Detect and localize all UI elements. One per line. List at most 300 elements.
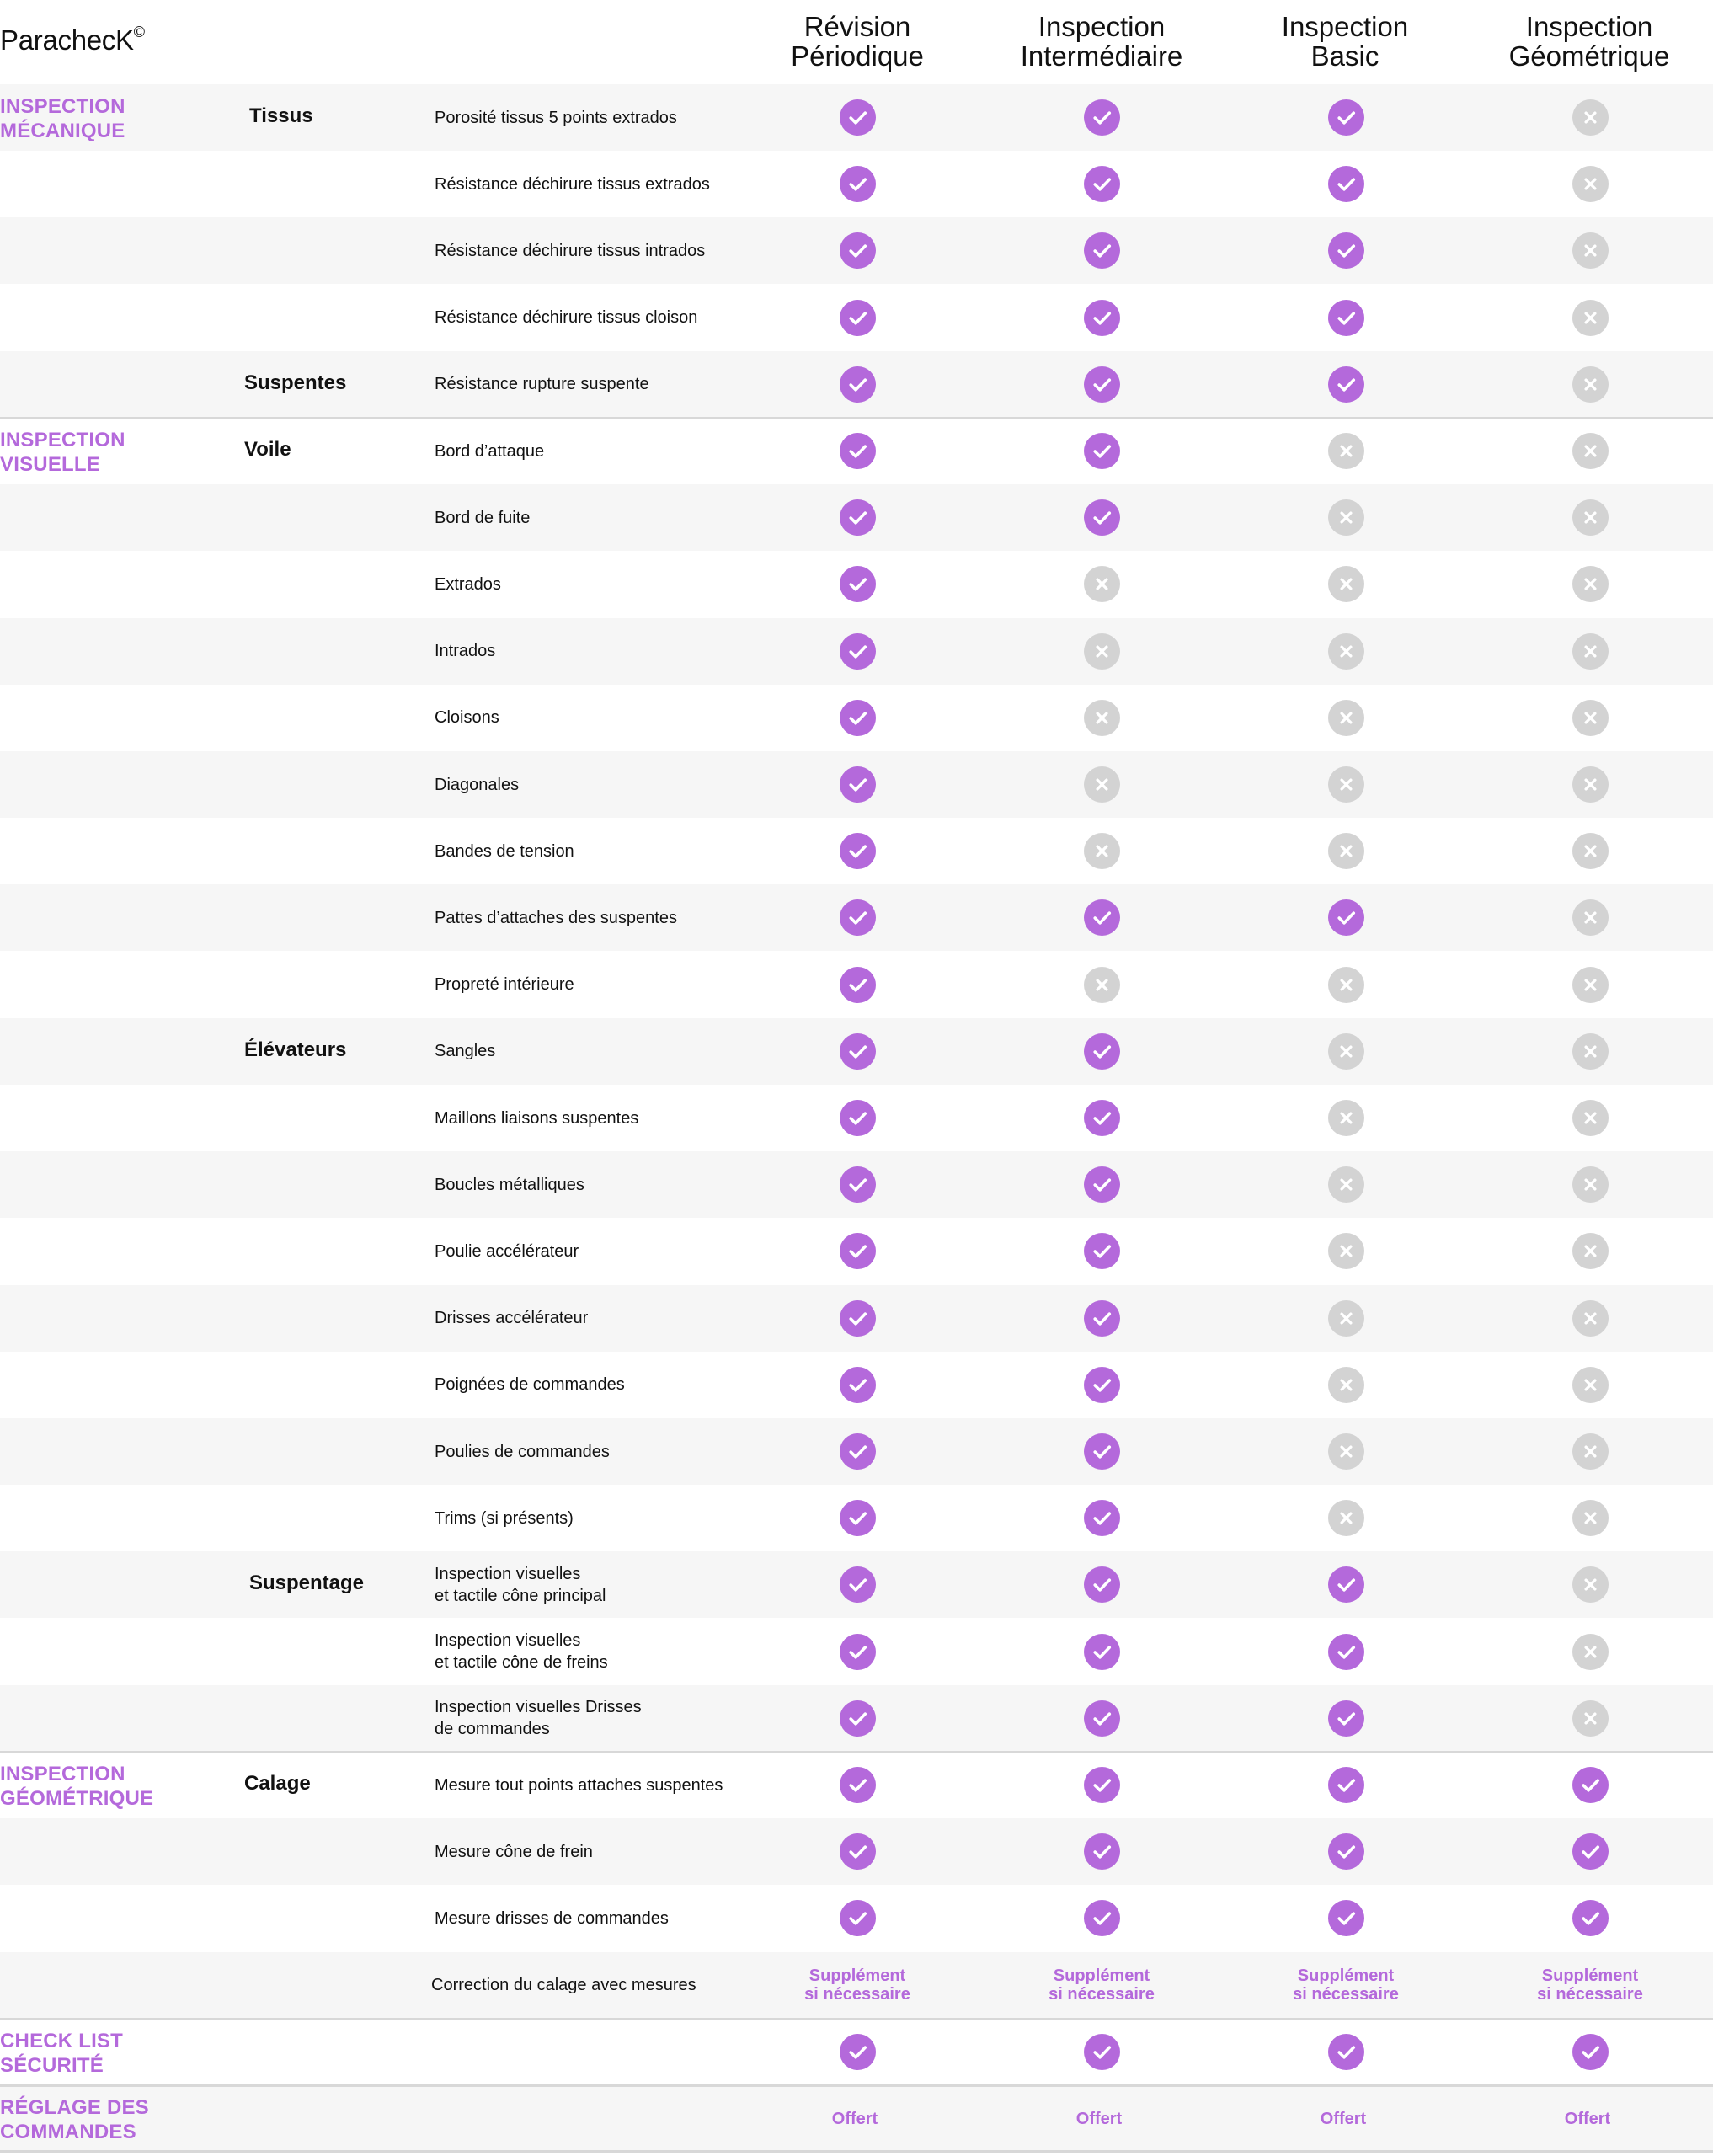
group-label: Tissus (249, 104, 313, 127)
table-cell (1224, 2085, 1468, 2152)
item-label-line: Résistance déchirure tissus cloison (435, 308, 698, 328)
item-label-line: Correction du calage avec mesures (431, 1976, 696, 1995)
table-cell (1468, 2085, 1712, 2152)
check-circle-icon (1328, 300, 1364, 336)
group-label: Calage (244, 1772, 311, 1795)
item-label-line: Propreté intérieure (435, 975, 574, 995)
item-label-line: Résistance déchirure tissus extrados (435, 174, 710, 194)
x-circle-icon (1328, 1233, 1364, 1269)
table-row (0, 1551, 1713, 1618)
check-circle-icon (1328, 1700, 1364, 1737)
table-cell (735, 551, 979, 617)
table-cell (1224, 285, 1468, 351)
check-circle-icon (840, 433, 876, 469)
table-row (0, 418, 1713, 484)
table-cell (979, 1018, 1224, 1085)
table-cell (735, 1885, 979, 1951)
table-cell (1224, 1218, 1468, 1284)
item-label-line: Maillons liaisons suspentes (435, 1108, 639, 1128)
x-circle-icon (1572, 1367, 1609, 1403)
table-cell (1468, 1752, 1712, 1818)
table-cell (1224, 1752, 1468, 1818)
table-cell (735, 1151, 979, 1218)
section-label (0, 2029, 168, 2078)
table-cell (979, 685, 1224, 751)
table-cell (1224, 1352, 1468, 1418)
check-circle-icon (840, 2034, 876, 2070)
table-cell (735, 484, 979, 551)
check-circle-icon (840, 99, 876, 136)
table-cell (1224, 1885, 1468, 1951)
x-circle-icon (1572, 1634, 1609, 1670)
x-circle-icon (1328, 1367, 1364, 1403)
table-row (0, 1885, 1713, 1951)
table-cell (1224, 151, 1468, 217)
item-label-line: Résistance déchirure tissus intrados (435, 241, 706, 260)
item-label-line: Mesure tout points attaches suspentes (435, 1775, 723, 1795)
x-circle-icon (1084, 566, 1120, 602)
check-circle-icon (1084, 1367, 1120, 1403)
check-circle-icon (1084, 1033, 1120, 1070)
check-circle-icon (1328, 899, 1364, 936)
cell-note-line: Offert (1075, 2109, 1123, 2128)
table-cell (1224, 84, 1468, 151)
table-cell (1468, 418, 1712, 484)
table-cell (1468, 484, 1712, 551)
x-circle-icon (1328, 499, 1364, 536)
section-label-line: INSPECTION (0, 95, 125, 118)
table-cell (1468, 751, 1712, 818)
table-row (0, 484, 1713, 551)
check-circle-icon (840, 967, 876, 1003)
item-label-line: Sangles (435, 1042, 496, 1061)
table-cell (1468, 84, 1712, 151)
check-circle-icon (1328, 2034, 1364, 2070)
item-label-line: Mesure cône de frein (435, 1842, 593, 1861)
table-cell (735, 351, 979, 418)
item-label-line: Poignées de commandes (435, 1375, 625, 1395)
x-circle-icon (1572, 967, 1609, 1003)
table-cell (735, 1085, 979, 1151)
table-cell (1468, 1285, 1712, 1352)
table-cell (1224, 2019, 1468, 2085)
group-label: Voile (244, 438, 291, 461)
table-cell (735, 751, 979, 818)
table-cell (735, 217, 979, 284)
column-header-revision-periodique: Révision Périodique (791, 11, 924, 72)
table-cell (1224, 1952, 1468, 2019)
table-cell (1224, 1485, 1468, 1551)
check-circle-icon (1084, 166, 1120, 202)
x-circle-icon (1572, 833, 1609, 869)
x-circle-icon (1572, 1166, 1609, 1203)
table-cell (979, 1151, 1224, 1218)
check-circle-icon (1328, 1767, 1364, 1803)
item-label-line: Cloisons (435, 708, 499, 728)
table-cell (1468, 1218, 1712, 1284)
table-cell (735, 1685, 979, 1752)
table-cell (1224, 1818, 1468, 1885)
table-cell (1468, 351, 1712, 418)
x-circle-icon (1328, 633, 1364, 670)
x-circle-icon (1328, 566, 1364, 602)
item-label-line: Porosité tissus 5 points extrados (435, 108, 677, 127)
check-circle-icon (1084, 300, 1120, 336)
section-label-line: VISUELLE (0, 453, 100, 476)
item-label-line: Poulie accélérateur (435, 1241, 579, 1261)
cell-note-line: Supplément (1297, 1967, 1395, 1986)
table-cell (979, 217, 1224, 284)
item-label-line: et tactile cône de freins (435, 1653, 608, 1673)
group-label: Suspentage (249, 1572, 365, 1595)
table-row (0, 217, 1713, 284)
table-cell (979, 1551, 1224, 1618)
table-row (0, 1085, 1713, 1151)
table-row (0, 84, 1713, 151)
x-circle-icon (1328, 433, 1364, 469)
check-circle-icon (840, 1300, 876, 1337)
column-header-inspection-intermediaire: Inspection Intermédiaire (1020, 11, 1183, 72)
table-header (0, 0, 1713, 84)
table-cell (735, 818, 979, 884)
table-cell (1468, 217, 1712, 284)
cell-note (1049, 1967, 1155, 2004)
check-circle-icon (1084, 499, 1120, 536)
table-cell (979, 285, 1224, 351)
table-cell (735, 618, 979, 685)
x-circle-icon (1572, 899, 1609, 936)
x-circle-icon (1572, 1700, 1609, 1737)
x-circle-icon (1328, 1166, 1364, 1203)
table-cell (979, 351, 1224, 418)
table-row (0, 952, 1713, 1018)
check-circle-icon (840, 1767, 876, 1803)
cell-note (832, 2110, 878, 2128)
x-circle-icon (1328, 1300, 1364, 1337)
check-circle-icon (840, 833, 876, 869)
table-cell (1468, 151, 1712, 217)
check-circle-icon (1084, 1833, 1120, 1870)
table-cell (979, 1285, 1224, 1352)
table-cell (1468, 1818, 1712, 1885)
table-cell (735, 1619, 979, 1685)
table-cell (979, 1818, 1224, 1885)
table-cell (979, 952, 1224, 1018)
check-circle-icon (840, 633, 876, 670)
table-cell (1468, 1352, 1712, 1418)
table-cell (1468, 685, 1712, 751)
check-circle-icon (840, 1634, 876, 1670)
table-row (0, 1151, 1713, 1218)
check-circle-icon (840, 1433, 876, 1470)
table-cell (735, 1752, 979, 1818)
table-cell (1224, 1085, 1468, 1151)
table-row (0, 2019, 1713, 2085)
item-label-line: Trims (si présents) (435, 1508, 574, 1528)
item-label (431, 1952, 785, 2019)
check-circle-icon (1572, 1900, 1609, 1936)
table-cell (1224, 818, 1468, 884)
x-circle-icon (1572, 232, 1609, 269)
table-cell (1468, 285, 1712, 351)
table-row (0, 285, 1713, 351)
table-cell (1468, 1485, 1712, 1551)
table-row (0, 1285, 1713, 1352)
cell-note-line: Supplément (808, 1967, 906, 1986)
table-cell (735, 285, 979, 351)
table-row (0, 818, 1713, 884)
item-label-line: Bord d’attaque (435, 441, 545, 461)
table-cell (1224, 351, 1468, 418)
table-cell (1224, 1418, 1468, 1485)
item-label-line: de commandes (435, 1720, 550, 1739)
table-cell (1224, 1285, 1468, 1352)
table-cell (1468, 1151, 1712, 1218)
section-label-line: RÉGLAGE DES (0, 2096, 149, 2119)
check-circle-icon (1084, 1700, 1120, 1737)
section-label-line: COMMANDES (0, 2121, 136, 2143)
table-cell (979, 1085, 1224, 1151)
table-cell (979, 1885, 1224, 1951)
table-cell (1224, 217, 1468, 284)
section-label-line: INSPECTION (0, 1763, 125, 1785)
table-cell (1468, 1551, 1712, 1618)
table-row (0, 1619, 1713, 1685)
item-label-line: Drisses accélérateur (435, 1309, 589, 1328)
item-label-line: Inspection visuelles Drisses (435, 1698, 642, 1717)
x-circle-icon (1328, 833, 1364, 869)
check-circle-icon (1328, 99, 1364, 136)
table-row (0, 1218, 1713, 1284)
x-circle-icon (1328, 766, 1364, 803)
table-cell (979, 1685, 1224, 1752)
cell-note-line: si nécessaire (1293, 1985, 1399, 2004)
table-cell (979, 2085, 1224, 2152)
x-circle-icon (1328, 1433, 1364, 1470)
section-label (0, 1762, 168, 1811)
check-circle-icon (840, 166, 876, 202)
table-cell (735, 151, 979, 217)
table-cell (1224, 952, 1468, 1018)
x-circle-icon (1572, 499, 1609, 536)
table-cell (735, 84, 979, 151)
check-circle-icon (1084, 899, 1120, 936)
section-label-line: MÉCANIQUE (0, 120, 125, 142)
table-cell (979, 1619, 1224, 1685)
item-label-line: Bandes de tension (435, 841, 574, 861)
table-cell (1468, 952, 1712, 1018)
check-circle-icon (1328, 1566, 1364, 1603)
table-cell (1224, 418, 1468, 484)
check-circle-icon (840, 232, 876, 269)
group-label: Suspentes (244, 371, 347, 394)
x-circle-icon (1084, 833, 1120, 869)
check-circle-icon (840, 766, 876, 803)
check-circle-icon (1084, 1634, 1120, 1670)
table-row (0, 551, 1713, 617)
x-circle-icon (1328, 1100, 1364, 1136)
table-cell (979, 618, 1224, 685)
item-label-line: Inspection visuelles (435, 1564, 581, 1583)
table-cell (1224, 1685, 1468, 1752)
check-circle-icon (840, 566, 876, 602)
x-circle-icon (1328, 1500, 1364, 1536)
table-cell (1468, 1685, 1712, 1752)
check-circle-icon (1084, 1566, 1120, 1603)
check-circle-icon (1084, 2034, 1120, 2070)
registered-mark: © (133, 24, 145, 40)
x-circle-icon (1572, 300, 1609, 336)
check-circle-icon (1572, 2034, 1609, 2070)
table-cell (979, 1218, 1224, 1284)
x-circle-icon (1572, 766, 1609, 803)
x-circle-icon (1084, 700, 1120, 736)
cell-note-line: si nécessaire (1537, 1985, 1643, 2004)
table-cell (1468, 1952, 1712, 2019)
table-cell (735, 418, 979, 484)
cell-note-line: Supplément (1053, 1967, 1150, 1986)
x-circle-icon (1572, 366, 1609, 403)
check-circle-icon (1328, 166, 1364, 202)
table-row (0, 351, 1713, 418)
cell-note (1321, 2110, 1366, 2128)
check-circle-icon (840, 700, 876, 736)
table-cell (979, 418, 1224, 484)
table-cell (1224, 551, 1468, 617)
check-circle-icon (840, 366, 876, 403)
check-circle-icon (840, 499, 876, 536)
check-circle-icon (840, 300, 876, 336)
table-row (0, 1018, 1713, 1085)
table-row (0, 1418, 1713, 1485)
table-cell (979, 751, 1224, 818)
x-circle-icon (1328, 1033, 1364, 1070)
x-circle-icon (1572, 700, 1609, 736)
table-cell (1224, 751, 1468, 818)
table-cell (735, 1018, 979, 1085)
table-cell (735, 685, 979, 751)
check-circle-icon (840, 1833, 876, 1870)
check-circle-icon (1084, 1300, 1120, 1337)
check-circle-icon (1084, 99, 1120, 136)
item-label-line: Pattes d’attaches des suspentes (435, 908, 677, 927)
table-cell (1468, 551, 1712, 617)
check-circle-icon (1084, 1500, 1120, 1536)
table-row (0, 1818, 1713, 1885)
table-cell (979, 818, 1224, 884)
table-row (0, 1752, 1713, 1818)
table-cell (735, 1551, 979, 1618)
table-cell (979, 151, 1224, 217)
section-label (0, 94, 168, 143)
check-circle-icon (1084, 1233, 1120, 1269)
table-cell (735, 2085, 979, 2152)
item-label-line: Extrados (435, 574, 501, 594)
x-circle-icon (1572, 633, 1609, 670)
x-circle-icon (1572, 166, 1609, 202)
item-label-line: Mesure drisses de commandes (435, 1908, 669, 1928)
table-cell (1224, 1018, 1468, 1085)
check-circle-icon (840, 1166, 876, 1203)
table-cell (1468, 1418, 1712, 1485)
x-circle-icon (1572, 1433, 1609, 1470)
check-circle-icon (1084, 1433, 1120, 1470)
table-cell (735, 1285, 979, 1352)
check-circle-icon (1084, 232, 1120, 269)
check-circle-icon (1328, 232, 1364, 269)
check-circle-icon (1084, 1166, 1120, 1203)
table-row (0, 2085, 1713, 2152)
table-cell (735, 1952, 979, 2019)
x-circle-icon (1572, 1566, 1609, 1603)
table-cell (979, 551, 1224, 617)
x-circle-icon (1572, 99, 1609, 136)
cell-note-line: Offert (1320, 2109, 1367, 2128)
section-label-line: SÉCURITÉ (0, 2053, 104, 2077)
table-cell (735, 1352, 979, 1418)
cell-note (1293, 1967, 1399, 2004)
table-cell (1468, 1885, 1712, 1951)
section-label-line: GÉOMÉTRIQUE (0, 1787, 154, 1810)
table-cell (1468, 884, 1712, 951)
cell-note (1565, 2110, 1610, 2128)
table-cell (979, 1352, 1224, 1418)
item-label-line: Bord de fuite (435, 508, 531, 527)
table-cell (979, 2019, 1224, 2085)
cell-note (804, 1967, 910, 2004)
check-circle-icon (1084, 366, 1120, 403)
table-cell (979, 1418, 1224, 1485)
x-circle-icon (1572, 1500, 1609, 1536)
table-cell (979, 1485, 1224, 1551)
table-cell (1468, 1018, 1712, 1085)
table-cell (735, 1218, 979, 1284)
x-circle-icon (1572, 1300, 1609, 1337)
table-cell (1468, 2019, 1712, 2085)
table-cell (979, 484, 1224, 551)
table-cell (735, 952, 979, 1018)
x-circle-icon (1572, 1033, 1609, 1070)
check-circle-icon (840, 1100, 876, 1136)
section-label-line: CHECK LIST (0, 2029, 123, 2052)
table-cell (1224, 685, 1468, 751)
table-cell (1224, 1619, 1468, 1685)
check-circle-icon (840, 1033, 876, 1070)
x-circle-icon (1084, 766, 1120, 803)
check-circle-icon (1328, 1634, 1364, 1670)
check-circle-icon (1084, 433, 1120, 469)
check-circle-icon (1572, 1833, 1609, 1870)
table-cell (1224, 484, 1468, 551)
table-cell (979, 1952, 1224, 2019)
table-cell (1468, 1619, 1712, 1685)
table-cell (979, 1752, 1224, 1818)
x-circle-icon (1328, 700, 1364, 736)
table-row (0, 618, 1713, 685)
x-circle-icon (1084, 633, 1120, 670)
table-cell (735, 2019, 979, 2085)
check-circle-icon (840, 899, 876, 936)
check-circle-icon (840, 1566, 876, 1603)
table-cell (735, 884, 979, 951)
table-cell (1224, 618, 1468, 685)
table-row (0, 685, 1713, 751)
check-circle-icon (1328, 1900, 1364, 1936)
table-row (0, 1352, 1713, 1418)
check-circle-icon (1084, 1900, 1120, 1936)
group-label: Élévateurs (244, 1038, 347, 1061)
table-row (0, 151, 1713, 217)
